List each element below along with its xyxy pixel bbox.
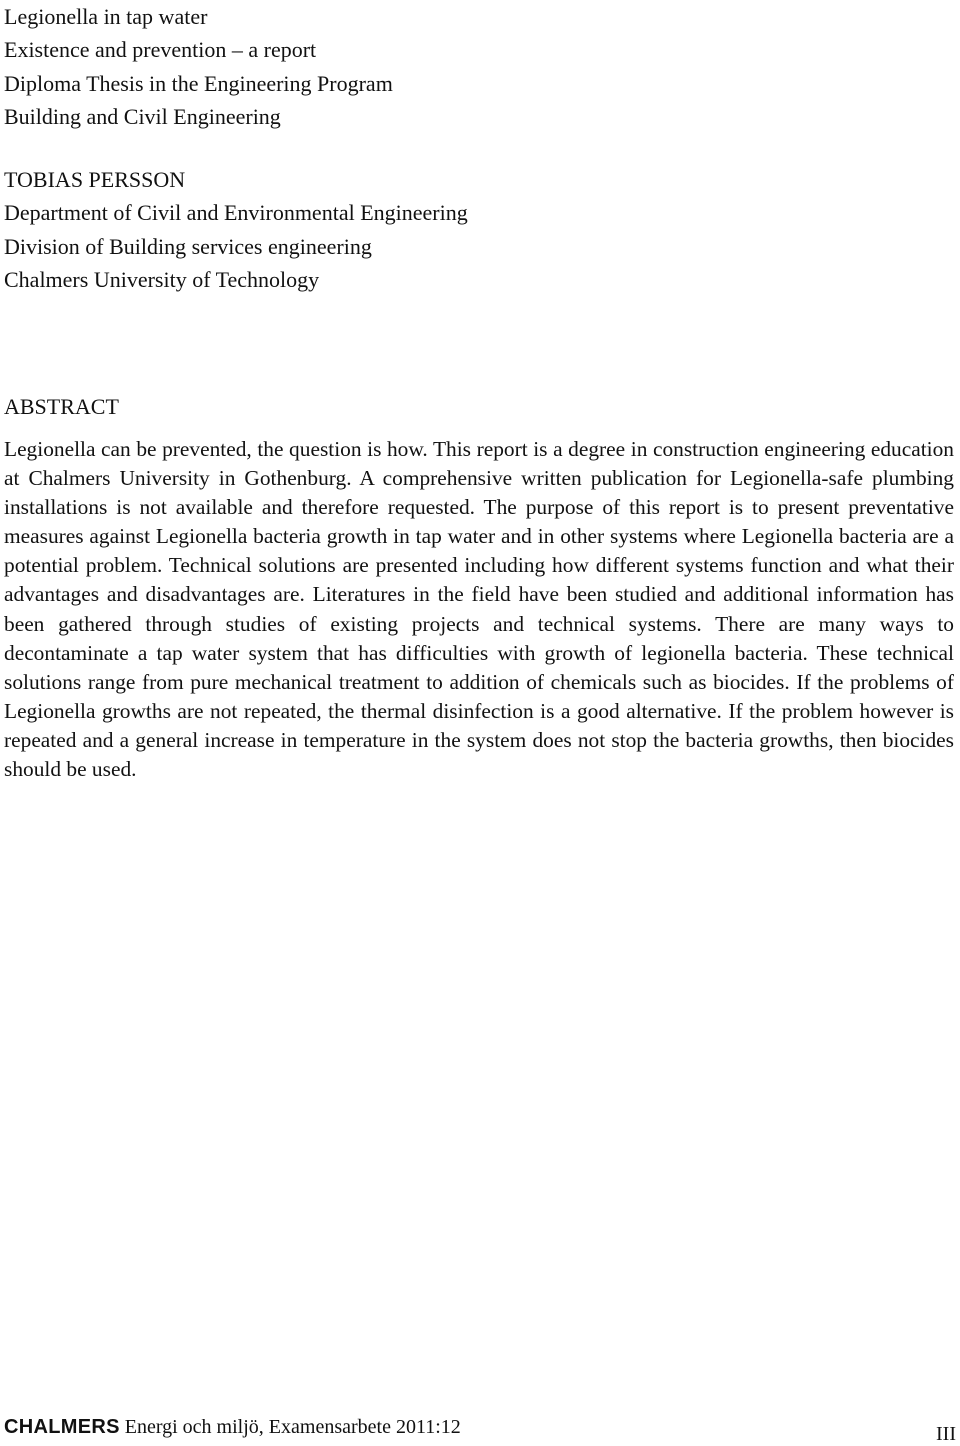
- footer-series-text: Energi och miljö, Examensarbete 2011:12: [119, 1416, 461, 1438]
- program-name: Building and Civil Engineering: [4, 103, 281, 129]
- department-name: Department of Civil and Environmental Engineering: [4, 200, 468, 226]
- division-name: Division of Building services engineering: [4, 233, 372, 259]
- title-block: [4, 0, 904, 133]
- abstract-heading: ABSTRACT: [4, 394, 119, 419]
- abstract-body: Legionella can be prevented, the question is how. This report is a degree in construction engineering education at Chalmers University in Gothenburg. A comprehensive written publication for Legionella-safe plumbing installations is not available and therefore requested. The purpose of this report is to present preventative measures against Legionella bacteria growth in tap water and in other systems where Legionella bacteria are a potential problem. Technical solutions are presented including how different systems function and what their advantages and disadvantages are. Literatures in the field have been studied and additional information has been gathered through studies of existing projects and technical systems. There are many ways to decontaminate a tap water system that has difficulties with growth of legionella bacteria. These technical solutions range from pure mechanical treatment to addition of chemicals such as biocides. If the problems of Legionella growths are not repeated, the thermal disinfection is a good alternative. If the problem however is repeated and a general increase in temperature in the system does not stop the bacteria growths, then biocides should be used.: [4, 437, 954, 782]
- author-block: [4, 163, 904, 296]
- university-name: Chalmers University of Technology: [4, 266, 320, 292]
- author-name: TOBIAS PERSSON: [4, 167, 186, 192]
- chalmers-logo-text: CHALMERS: [4, 1416, 120, 1438]
- page-number: III: [936, 1423, 956, 1445]
- page-footer: [4, 1414, 461, 1440]
- thesis-title: Legionella in tap water: [4, 4, 208, 29]
- thesis-type: Diploma Thesis in the Engineering Program: [4, 70, 393, 96]
- thesis-subtitle: Existence and prevention – a report: [4, 37, 317, 63]
